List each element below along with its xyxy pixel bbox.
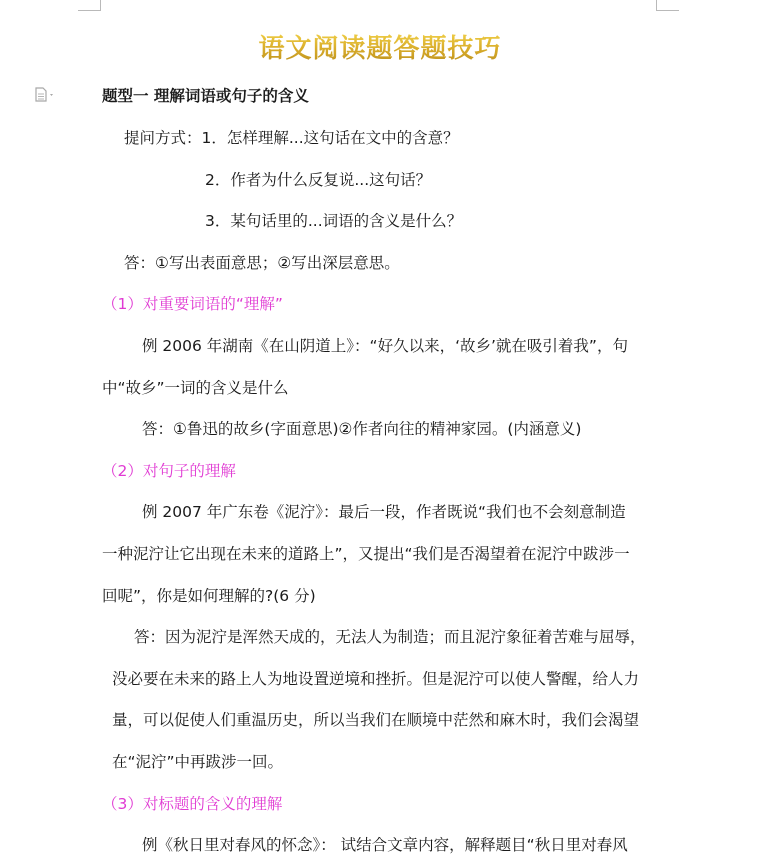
example-2-line-1: 例 2007 年广东卷《泥泞》：最后一段，作者既说“我们也不会刻意制造 xyxy=(142,503,626,521)
general-answer: 答：①写出表面意思；②写出深层意思。 xyxy=(124,254,400,272)
subheading-1: （1）对重要词语的“理解” xyxy=(102,295,283,313)
answer-2-line-4: 在“泥泞”中再跋涉一回。 xyxy=(112,753,284,771)
page-corner-top-left xyxy=(78,0,101,11)
example-2-line-3: 回呢”，你是如何理解的?(6 分) xyxy=(102,587,316,605)
page-corner-top-right xyxy=(656,0,679,11)
answer-1: 答：①鲁迅的故乡(字面意思)②作者向往的精神家园。(内涵意义) xyxy=(142,420,582,438)
section-heading: 题型一 理解词语或句子的含义 xyxy=(102,87,309,105)
answer-2-line-2: 没必要在未来的路上人为地设置逆境和挫折。但是泥泞可以使人警醒，给人力 xyxy=(112,670,640,688)
answer-2-line-3: 量，可以促使人们重温历史，所以当我们在顺境中茫然和麻木时，我们会渴望 xyxy=(112,711,640,729)
subheading-3: （3）对标题的含义的理解 xyxy=(102,795,283,813)
subheading-2: （2）对句子的理解 xyxy=(102,462,236,480)
document-title: 语文阅读题答题技巧 xyxy=(0,28,760,65)
example-1-line-2: 中“故乡”一词的含义是什么 xyxy=(102,379,289,397)
ask-line-1: 提问方式：1．怎样理解...这句话在文中的含意？ xyxy=(124,129,459,147)
example-2-line-2: 一种泥泞让它出现在未来的道路上”，又提出“我们是否渴望着在泥泞中跋涉一 xyxy=(102,545,630,563)
example-3-line-1: 例《秋日里对春风的怀念》： 试结合文章内容，解释题目“秋日里对春风 xyxy=(142,836,628,854)
answer-2-line-1: 答：因为泥泞是浑然天成的，无法人为制造；而且泥泞象征着苦难与屈辱， xyxy=(134,628,646,646)
ask-line-2: 2．作者为什么反复说...这句话？ xyxy=(205,171,432,189)
document-icon[interactable] xyxy=(34,86,56,104)
ask-line-3: 3．某句话里的...词语的含义是什么？ xyxy=(205,212,463,230)
example-1-line-1: 例 2006 年湖南《在山阴道上》：“好久以来，‘故乡’就在吸引着我”，句 xyxy=(142,337,628,355)
